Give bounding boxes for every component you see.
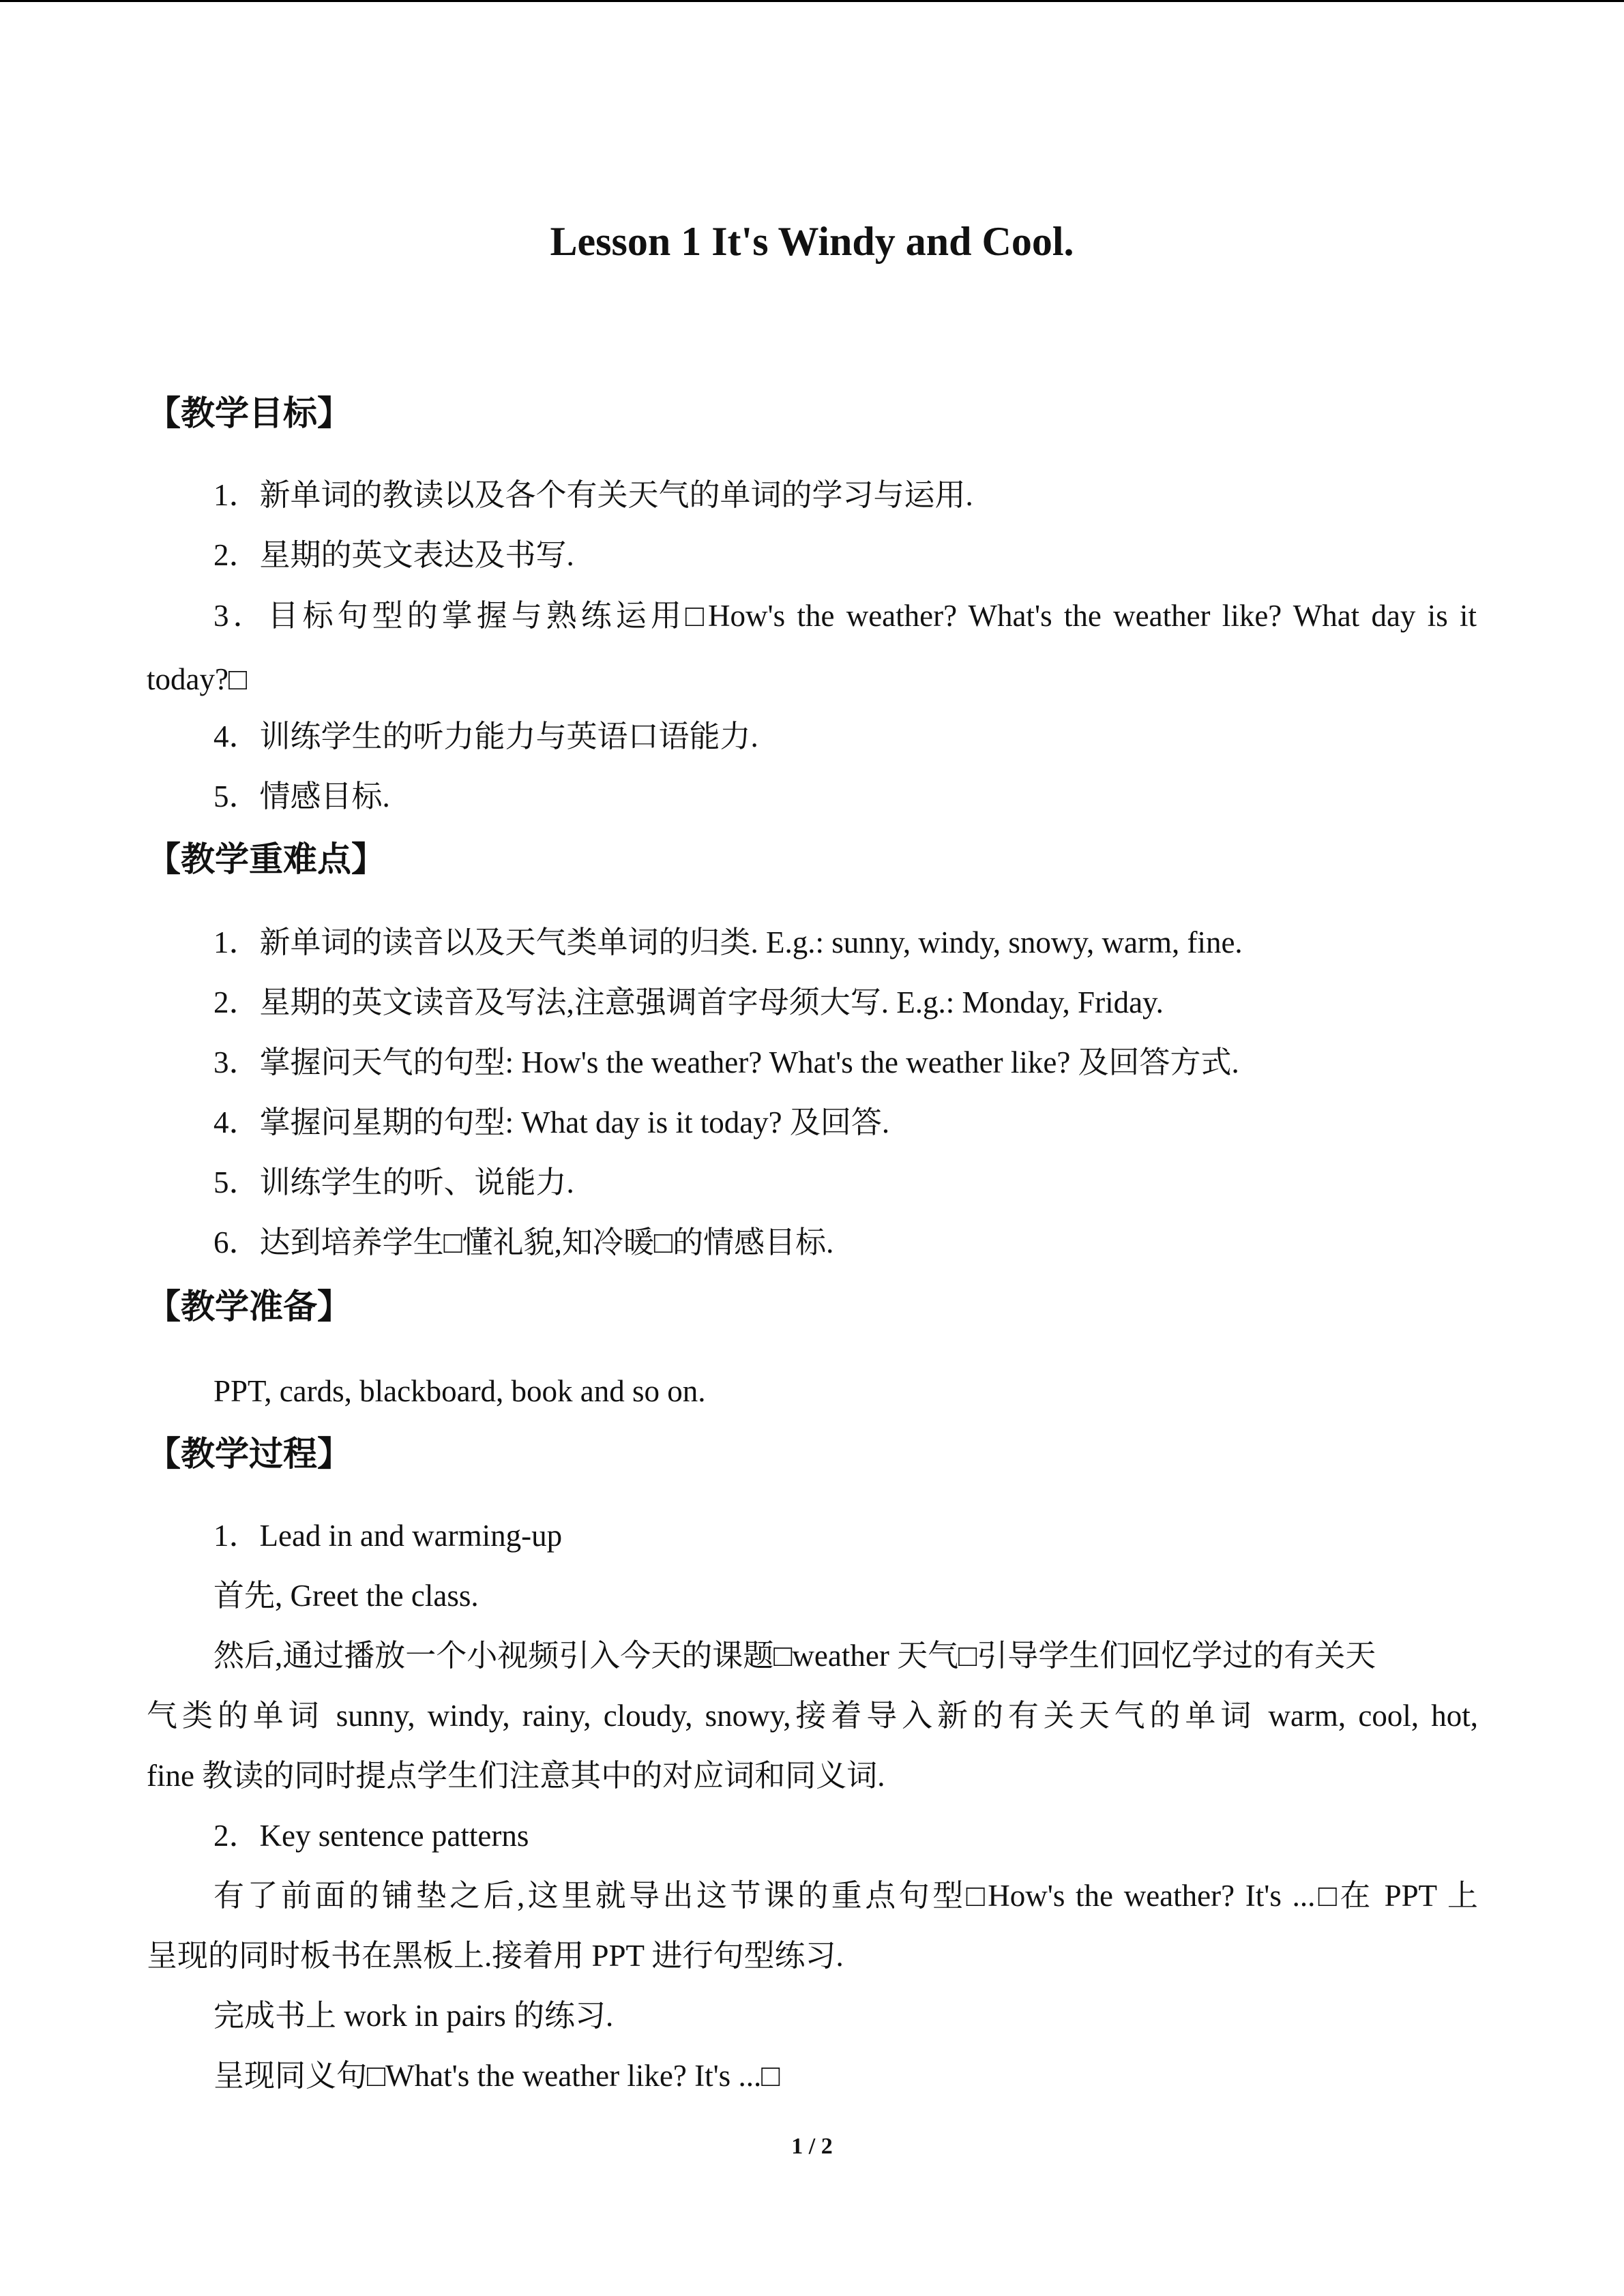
objective-item: 3．目标句型的掌握与熟练运用□How's the weather? What's the weather like? What day is it — [213, 599, 1477, 633]
objective-item-continuation: today?□ — [147, 662, 248, 696]
process-line: 完成书上 work in pairs 的练习. — [213, 1999, 614, 2033]
process-line: fine 教读的同时提点学生们注意其中的对应词和同义词. — [147, 1759, 885, 1793]
process-line: 然后,通过播放一个小视频引入今天的课题□weather 天气□引导学生们回忆学过的有关天 — [213, 1639, 1376, 1673]
top-border-line — [0, 0, 1624, 2]
key-point-item: 5．训练学生的听、说能力. — [213, 1165, 574, 1199]
key-point-item: 3．掌握问天气的句型: How's the weather? What's the weather like? 及回答方式. — [213, 1045, 1239, 1079]
process-line: 1．Lead in and warming-up — [213, 1519, 563, 1553]
page-number: 1 / 2 — [791, 2134, 833, 2159]
section-heading-objectives: 【教学目标】 — [147, 393, 351, 433]
key-point-item: 6．达到培养学生□懂礼貌,知冷暖□的情感目标. — [213, 1225, 834, 1259]
key-point-item: 4．掌握问星期的句型: What day is it today? 及回答. — [213, 1105, 890, 1139]
objective-item: 5．情感目标. — [213, 779, 390, 814]
process-line: 首先, Greet the class. — [213, 1579, 479, 1613]
process-line: 有了前面的铺垫之后,这里就导出这节课的重点句型□How's the weather? It's ...□在 PPT 上 — [213, 1879, 1478, 1913]
section-heading-key-points: 【教学重难点】 — [147, 839, 385, 879]
key-point-item: 2．星期的英文读音及写法,注意强调首字母须大写. E.g.: Monday, Friday. — [213, 985, 1164, 1019]
page-title: Lesson 1 It's Windy and Cool. — [550, 219, 1074, 264]
objective-item: 1．新单词的教读以及各个有关天气的单词的学习与运用. — [213, 478, 973, 512]
process-line: 呈现的同时板书在黑板上.接着用 PPT 进行句型练习. — [147, 1939, 844, 1973]
preparation-text: PPT, cards, blackboard, book and so on. — [213, 1374, 706, 1408]
objective-item: 4．训练学生的听力能力与英语口语能力. — [213, 719, 758, 754]
key-point-item: 1．新单词的读音以及天气类单词的归类. E.g.: sunny, windy, snowy, warm, fine. — [213, 925, 1243, 959]
process-line: 2．Key sentence patterns — [213, 1819, 529, 1853]
process-line: 呈现同义句□What's the weather like? It's ...□ — [213, 2059, 780, 2093]
section-heading-process: 【教学过程】 — [147, 1434, 351, 1474]
section-heading-preparation: 【教学准备】 — [147, 1287, 351, 1326]
objective-item: 2．星期的英文表达及书写. — [213, 538, 574, 572]
process-line: 气类的单词 sunny, windy, rainy, cloudy, snowy,接着导入新的有关天气的单词 warm, cool, hot, — [147, 1699, 1478, 1733]
